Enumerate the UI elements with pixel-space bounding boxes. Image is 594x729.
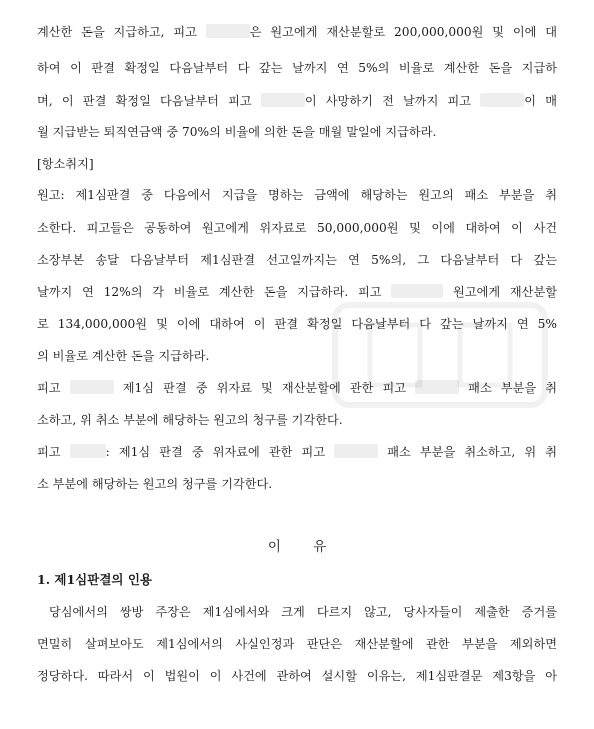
reasons-heading: 이 유 [267, 539, 327, 555]
text-line: 날까지 연 12%의 각 비율로 계산한 돈을 지급하라. 피고 원고에게 재산분할 [37, 285, 557, 299]
seal-watermark [330, 300, 550, 410]
text-line: 원고: 제1심판결 중 다음에서 지급을 명하는 금액에 해당하는 원고의 패소 부분을 취 [37, 188, 557, 202]
text-line: 피고 제1심 판결 중 위자료 및 재산분할에 관한 피고 패소 부분을 취 [37, 381, 557, 395]
redaction-box [391, 284, 443, 298]
text-line: 소 부분에 해당하는 원고의 청구를 기각한다. [37, 477, 273, 491]
text-line: 계산한 돈을 지급하고, 피고 은 원고에게 재산분할로 200,000,000원 및 이에 대 [37, 25, 557, 39]
redaction-box [70, 380, 114, 394]
text-line: 로 134,000,000원 및 이에 대하여 이 판결 확정일 다음날부터 다 갚는 날까지 연 5% [37, 317, 557, 331]
text-line: 며, 이 판결 확정일 다음날부터 피고 이 사망하기 전 날까지 피고 이 매 [37, 94, 557, 108]
section-title: 1. 제1심판결의 인용 [37, 572, 152, 587]
redaction-box [480, 93, 524, 107]
text-line: 소하고, 위 취소 부분에 해당하는 원고의 청구를 기각한다. [37, 413, 343, 427]
text-line: 당심에서의 쌍방 주장은 제1심에서와 크게 다르지 않고, 당사자들이 제출한 증거를 [49, 605, 557, 619]
purpose-label: [항소취지] [37, 157, 94, 171]
text-line: 피고 : 제1심 판결 중 위자료에 관한 피고 패소 부분을 취소하고, 위 취 [37, 445, 558, 459]
redaction-box [261, 93, 305, 107]
text-line: 하여 이 판결 확정일 다음날부터 다 갚는 날까지 연 5%의 비율로 계산한 돈을 지급하 [37, 61, 557, 75]
text-line: 정당하다. 따라서 이 법원이 이 사건에 관하여 설시할 이유는, 제1심판결문 제3항을 아 [37, 669, 557, 683]
redaction-box [70, 444, 106, 458]
redaction-box [334, 444, 378, 458]
text-line: 소한다. 피고들은 공동하여 원고에게 위자료로 50,000,000원 및 이에 대하여 이 사건 [37, 221, 557, 235]
text-line: 소장부본 송달 다음날부터 제1심판결 선고일까지는 연 5%의, 그 다음날부터 다 갚는 [37, 253, 557, 267]
text-line: 면밀히 살펴보아도 제1심에서의 사실인정과 판단은 재산분할에 관한 부분을 제외하면 [37, 637, 557, 651]
text-line: 의 비율로 계산한 돈을 지급하라. [37, 349, 210, 363]
redaction-box [206, 24, 250, 38]
text-line: 월 지급받는 퇴직연금액 중 70%의 비율에 의한 돈을 매월 말일에 지급하라. [37, 125, 437, 139]
